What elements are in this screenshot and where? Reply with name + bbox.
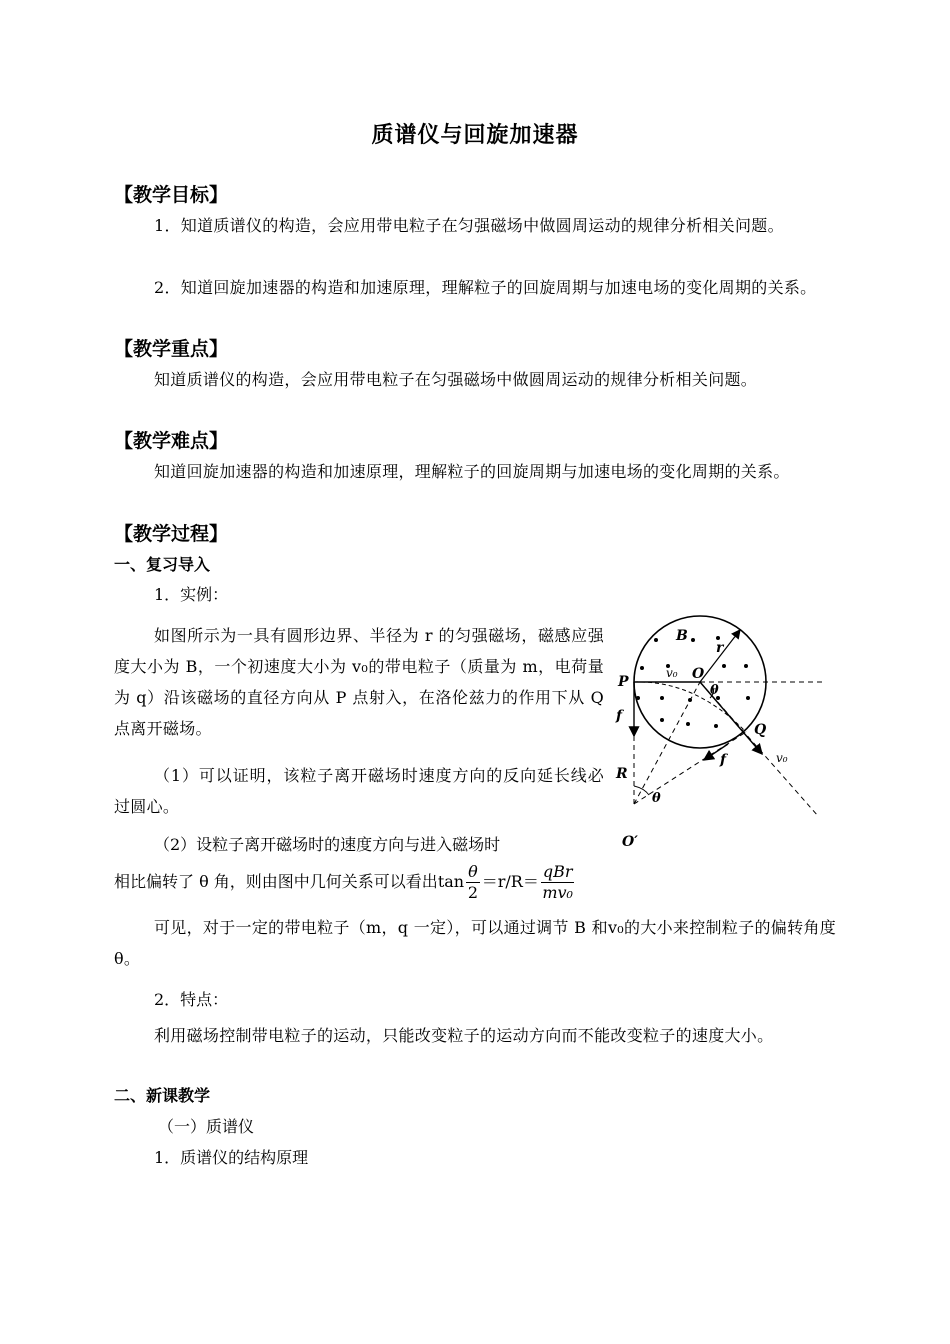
label-theta-center: θ <box>710 683 719 698</box>
label-v0-out: v₀ <box>776 751 788 765</box>
ratio-numerator: qBr <box>542 862 573 881</box>
oprime-q-dashed <box>634 732 746 804</box>
label-r: r <box>716 640 724 656</box>
claim-2-line-b <box>114 858 576 906</box>
page-title: 质谱仪与回旋加速器 <box>371 123 579 148</box>
formula-mid: ＝r/R＝ <box>481 872 539 891</box>
half-angle-fraction <box>466 862 480 903</box>
label-O: O <box>692 666 705 682</box>
feature-label: 2．特点： <box>154 990 229 1009</box>
label-f-left: f <box>616 708 623 724</box>
objective-1: 1．知道质谱仪的构造，会应用带电粒子在匀强磁场中做圆周运动的规律分析相关问题。 <box>154 216 784 235</box>
objective-2: 2．知道回旋加速器的构造和加速原理，理解粒子的回旋周期与加速电场的变化周期的关系。 <box>154 278 817 297</box>
label-Q: Q <box>754 722 767 738</box>
claim-2-text: 相比偏转了 θ 角，则由图中几何关系可以看出 <box>114 872 438 891</box>
label-f-right: f <box>720 752 727 768</box>
part1-heading: 一、复习导入 <box>114 555 211 574</box>
difficulty-heading: 【教学难点】 <box>114 430 229 452</box>
half-angle-denominator: 2 <box>467 883 478 902</box>
trajectory-arc <box>634 682 746 732</box>
example-label: 1．实例： <box>154 585 229 604</box>
part2-heading: 二、新课教学 <box>114 1086 211 1105</box>
radius-arrow <box>700 630 740 682</box>
ratio-fraction <box>541 862 575 903</box>
key-heading: 【教学重点】 <box>114 338 229 360</box>
item-1: 1．质谱仪的结构原理 <box>154 1148 309 1167</box>
ratio-denominator: mv₀ <box>542 883 573 902</box>
label-R: R <box>616 766 628 782</box>
claim-2-line-a: （2）设粒子离开磁场时的速度方向与进入磁场时 <box>154 835 501 854</box>
formula-tan: tan <box>437 872 465 891</box>
objectives-heading: 【教学目标】 <box>114 184 229 206</box>
bottom-angle-arc <box>634 786 649 795</box>
sub-heading: （一）质谱仪 <box>158 1117 255 1136</box>
magnetic-field-diagram <box>600 608 830 858</box>
difficulty-text: 知道回旋加速器的构造和加速原理，理解粒子的回旋周期与加速电场的变化周期的关系。 <box>154 462 790 481</box>
process-heading: 【教学过程】 <box>114 523 229 545</box>
label-O-prime: O′ <box>622 834 638 850</box>
label-theta-bottom: θ <box>652 791 661 806</box>
half-angle-numerator: θ <box>468 862 478 881</box>
example-text: 如图所示为一具有圆形边界、半径为 r 的匀强磁场，磁感应强度大小为 B，一个初速度大小为 v₀的带电粒子（质量为 m，电荷量为 q）沿该磁场的直径方向从 P 点射入，在洛伦兹力的作用下从 Q 点离开磁场。 <box>114 626 604 738</box>
conclusion-text: 可见，对于一定的带电粒子（m，q 一定），可以通过调节 B 和v₀的大小来控制粒子的偏转角度 θ。 <box>114 918 836 968</box>
claim-1: （1）可以证明，该粒子离开磁场时速度方向的反向延长线必过圆心。 <box>114 766 604 816</box>
oprime-o-dashed <box>634 682 700 804</box>
key-text: 知道质谱仪的构造，会应用带电粒子在匀强磁场中做圆周运动的规律分析相关问题。 <box>154 370 758 389</box>
label-v0-in: v₀ <box>666 666 678 680</box>
label-P: P <box>618 674 629 690</box>
label-B: B <box>676 628 688 644</box>
feature-text: 利用磁场控制带电粒子的运动，只能改变粒子的运动方向而不能改变粒子的速度大小。 <box>154 1026 774 1045</box>
